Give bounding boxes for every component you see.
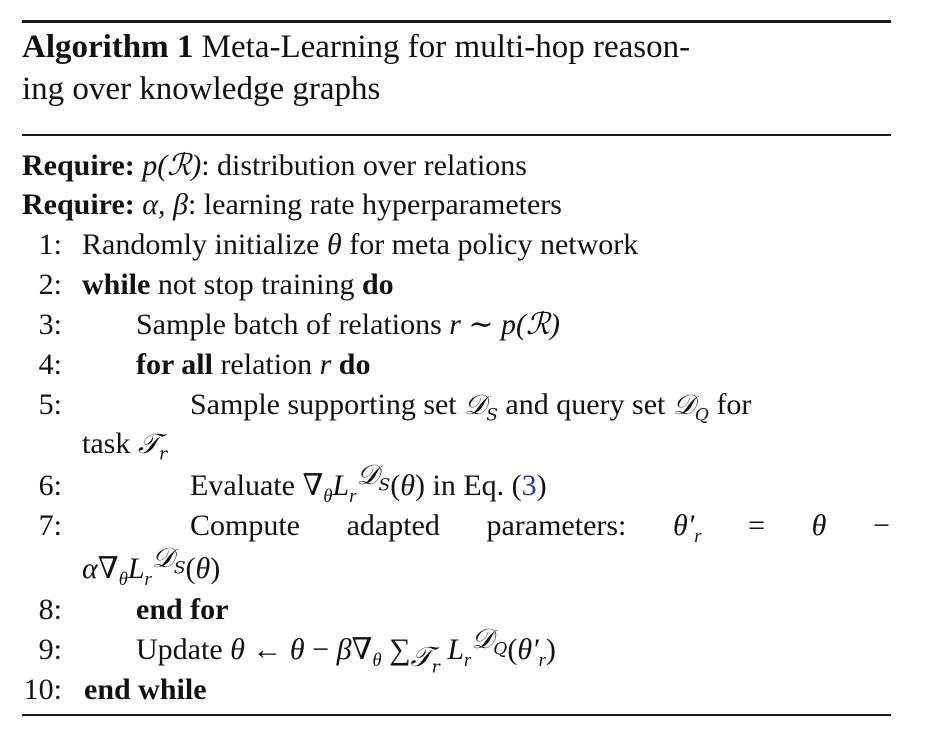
math-task: 𝒯$_r$	[137, 427, 168, 465]
require-text: : learning rate hyperparameters	[187, 188, 562, 221]
step-text: in Eq. (	[425, 469, 522, 502]
require-text: : distribution over relations	[201, 149, 527, 182]
step-math: r ∼ p(ℛ)	[449, 308, 560, 341]
math-equals: =	[748, 509, 766, 542]
step-text: adapted	[346, 509, 440, 542]
step-text: Update	[136, 633, 231, 666]
math-update-rule: θ ← $\theta - \beta\nabla_\theta$ $\sum_{𝒯_r}$ $L_r^{𝒟_Q}(\theta'_r)$	[230, 622, 556, 678]
require-math: p(ℛ)	[142, 149, 202, 182]
step-math: r	[319, 348, 332, 381]
math-DQ: 𝒟$_Q$	[672, 388, 709, 426]
bottom-rule	[22, 714, 891, 716]
step-number: 6:	[38, 469, 62, 502]
step-number: 3:	[38, 308, 62, 341]
step-number: 8:	[38, 593, 62, 626]
algorithm-title	[22, 26, 891, 110]
algorithm-label: Algorithm 1	[22, 29, 194, 65]
middle-rule	[22, 134, 891, 136]
step-text: not stop training	[150, 268, 362, 301]
title-line-2: ing over knowledge graphs	[22, 71, 381, 107]
step-text: )	[536, 469, 547, 502]
step-text: Evaluate	[190, 469, 303, 502]
step-number: 7:	[38, 509, 62, 542]
math-theta-prime: $\theta'_r$	[672, 509, 702, 547]
step-text: for meta policy network	[341, 228, 639, 261]
step-text: Sample supporting set	[190, 388, 465, 421]
math-minus: −	[873, 509, 890, 542]
step-text: for	[708, 388, 752, 421]
step-number: 5:	[38, 388, 62, 421]
step-number: 10:	[23, 673, 62, 706]
top-rule	[22, 20, 891, 23]
step-text: Compute	[190, 509, 300, 542]
require-math: α, β	[142, 188, 188, 221]
equation-ref-link[interactable]: 3	[521, 469, 537, 502]
step-text: task	[82, 427, 138, 460]
keyword-do: do	[362, 268, 394, 301]
require-line-1	[22, 148, 891, 184]
step-text: relation	[212, 348, 320, 381]
step-number: 2:	[38, 268, 62, 301]
math-theta: θ	[811, 509, 827, 542]
require-keyword: Require:	[22, 188, 135, 221]
keyword-for-all: for all	[136, 348, 213, 381]
step-number: 4:	[38, 348, 62, 381]
title-line-1: Meta-Learning for multi-hop reason-	[201, 29, 691, 65]
keyword-do: do	[331, 348, 371, 381]
step-text: Sample batch of relations	[136, 308, 450, 341]
step-text: parameters:	[486, 509, 627, 542]
step-math: θ	[326, 228, 342, 261]
keyword-while: while	[82, 268, 151, 301]
keyword-end-for: end for	[136, 593, 229, 626]
keyword-end-while: end while	[84, 673, 207, 706]
step-text: and query set	[497, 388, 673, 421]
step-math: α∇	[82, 552, 119, 585]
require-line-2	[22, 187, 891, 223]
step-number: 9:	[38, 633, 62, 666]
step-text: Randomly initialize	[82, 228, 327, 261]
step-number: 1:	[38, 228, 62, 261]
math-DS: 𝒟$_S$	[464, 388, 498, 426]
require-keyword: Require:	[22, 149, 135, 182]
math-grad-loss: $\nabla_\theta L_r^{𝒟_S}(\theta)$	[302, 458, 425, 507]
